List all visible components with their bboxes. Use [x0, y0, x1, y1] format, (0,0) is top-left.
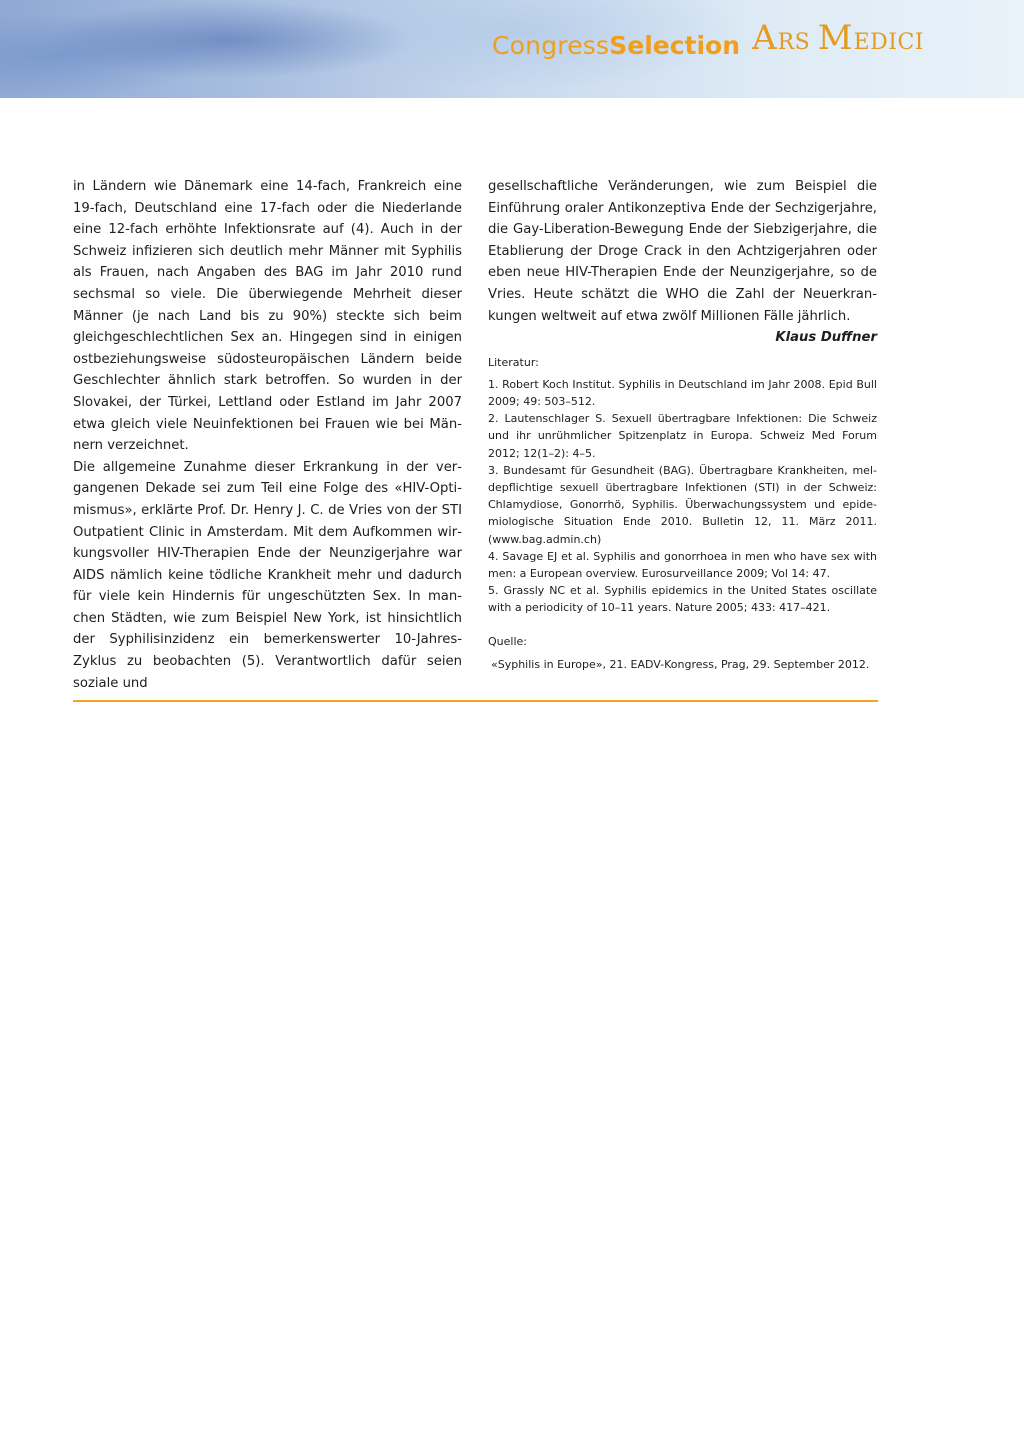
- article-paragraph: gesellschaftliche Veränderungen, wie zum Beispiel die Einführung oraler Antikonzeptiva Ende der Sechzigerjahre, die Gay-Liberation-Bewegung Ende der Siebzigerjahre, die Etablierung der Droge Crack in den Achtzigerjahren oder eben neue HIV-Therapien Ende der Neunzigerjahre, so de Vries. Heute schätzt die WHO die Zahl der Neuerkrankungen weltweit auf etwa zwölf Millionen Fälle jährlich.: [488, 179, 877, 324]
- brand-selection-text: Selection: [609, 31, 741, 60]
- article-left-column: [73, 176, 462, 694]
- logo-letters-edici: EDICI: [853, 30, 924, 55]
- article-paragraph: in Ländern wie Dänemark eine 14-fach, Frankreich eine 19-fach, Deutschland eine 17-fach oder die Niederlande eine 12-fach erhöhte Infektionsrate auf (4). Auch in der Schweiz infizieren sich deutlich mehr Männer mit Syphilis als Frauen, nach Angaben des BAG im Jahr 2010 rund sechsmal so viele. Die überwiegende Mehrheit dieser Männer (je nach Land bis zu 90%) steckte sich beim gleichgeschlechtlichen Sex an. Hingegen sind in einigen ostbeziehungsweise südosteuropäischen Ländern beide Geschlechter ähnlich stark betroffen. So wurden in der Slovakei, der Türkei, Lettland oder Estland im Jahr 2007 etwa gleich viele Neuinfektionen bei Frauen wie bei Männern verzeichnet.: [73, 179, 462, 454]
- footer-divider: [73, 700, 878, 702]
- source-label: Quelle:: [488, 634, 527, 648]
- reference-item: 1. Robert Koch Institut. Syphilis in Deutschland im Jahr 2008. Epid Bull 2009; 49: 503–512.: [488, 377, 877, 408]
- reference-item: 5. Grassly NC et al. Syphilis epidemics in the United States oscillate with a periodicity of 10–11 years. Nature 2005; 433: 417–421.: [488, 584, 877, 615]
- article-right-column: [488, 176, 877, 674]
- reference-item: 3. Bundesamt für Gesundheit (BAG). Übertragbare Krankheiten, meldepflichtige sexuell übertragbare Infektionen (STI) in der Schweiz: Chlamydiose, Gonorrhö, Syphilis. Überwachungssystem und epidemiologische Situation Ende 2010. Bulletin 12, 11. März 2011. (www.bag.admin.ch): [488, 463, 877, 546]
- author-name: Klaus Duffner: [775, 330, 877, 346]
- article-paragraph: Die allgemeine Zunahme dieser Erkrankung in der vergangenen Dekade sei zum Teil eine Folge des «HIV-Optimismus», erklärte Prof. Dr. Henry J. C. de Vries von der STI Outpatient Clinic in Amsterdam. Mit dem Aufkommen wirkungsvoller HIV-Therapien Ende der Neunzigerjahre war AIDS nämlich keine tödliche Krankheit mehr und dadurch für viele kein Hindernis für ungeschützten Sex. In manchen Städten, wie zum Beispiel New York, ist hinsichtlich der Syphilisinzidenz ein bemerkenswerter 10-Jahres-Zyklus zu beobachten (5). Verantwortlich dafür seien soziale und: [73, 459, 462, 691]
- reference-item: 2. Lautenschlager S. Sexuell übertragbare Infektionen: Die Schweiz und ihr unrühmlicher Spitzenplatz in Europa. Schweiz Med Forum 2012; 12(1–2): 4–5.: [488, 412, 877, 460]
- brand-congress-text: Congress: [492, 31, 610, 60]
- literature-label: Literatur:: [488, 355, 539, 369]
- source-text: «Syphilis in Europe», 21. EADV-Kongress, Prag, 29. September 2012.: [491, 657, 870, 671]
- brand-logo: [492, 20, 924, 60]
- reference-list: [488, 376, 877, 617]
- ars-medici-logo: [752, 18, 924, 60]
- logo-letter-a: A: [752, 18, 778, 58]
- logo-letter-m: M: [817, 18, 854, 58]
- reference-item: 4. Savage EJ et al. Syphilis and gonorrhoea in men who have sex with men: a European overview. Eurosurveillance 2009; Vol 14: 47.: [488, 549, 877, 580]
- logo-letters-rs: RS: [777, 30, 818, 55]
- page-header-banner: [0, 0, 1024, 98]
